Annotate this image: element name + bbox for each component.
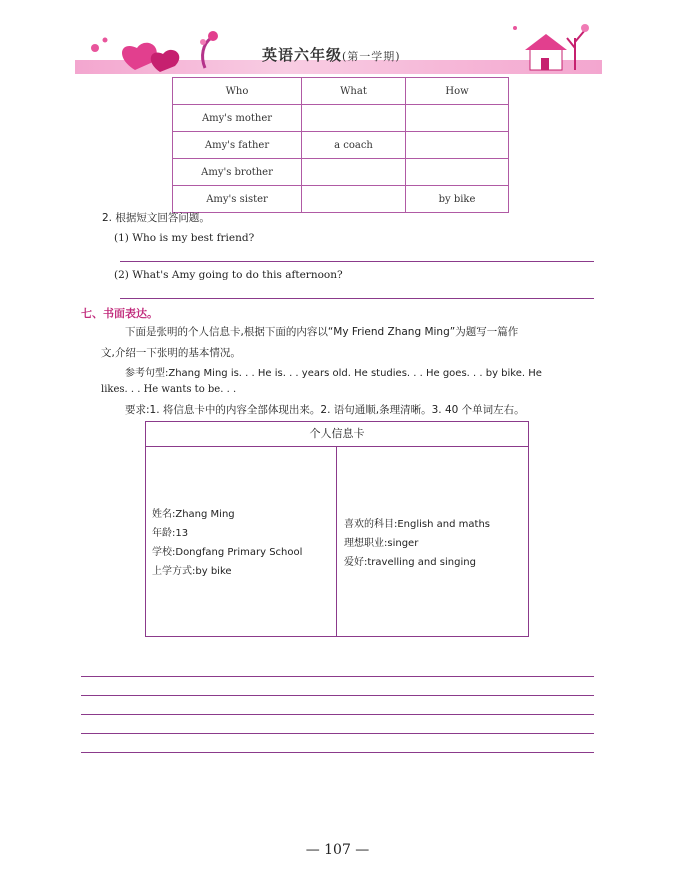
- card-title: 个人信息卡: [146, 422, 528, 447]
- question-2-1: (1) Who is my best friend?: [114, 232, 255, 244]
- table-cell: Amy's sister: [173, 186, 302, 213]
- hearts-icon: [91, 38, 179, 73]
- table-cell: [302, 105, 406, 132]
- card-left-column: [152, 505, 302, 581]
- table-cell: [406, 105, 509, 132]
- table-cell: Amy's brother: [173, 159, 302, 186]
- page-number: — 107 —: [305, 842, 370, 858]
- page-header-title: 英语六年级(第一学期): [262, 46, 401, 64]
- reference-sentences-cont: likes. . . He wants to be. . .: [101, 384, 237, 395]
- card-divider: [336, 447, 337, 636]
- table-cell: [302, 186, 406, 213]
- table-header-row: [173, 78, 509, 105]
- card-subject: 喜欢的科目:English and maths: [344, 519, 490, 530]
- card-job: 理想职业:singer: [344, 538, 419, 549]
- reference-sentences: 参考句型:Zhang Ming is. . . He is. . . years old. He studies. . . He goes. . . by bike. He: [125, 368, 542, 379]
- card-school: 学校:Dongfang Primary School: [152, 547, 303, 558]
- card-right-column: [344, 515, 490, 572]
- info-table: [172, 77, 509, 213]
- table-cell: Amy's mother: [173, 105, 302, 132]
- table-cell: [406, 159, 509, 186]
- table-cell: [406, 132, 509, 159]
- table-row: [173, 132, 509, 159]
- question-2-2: (2) What's Amy going to do this afternoon?: [114, 269, 343, 281]
- requirements: 要求:1. 将信息卡中的内容全部体现出来。2. 语句通顺,条理清晰。3. 40 个单词左右。: [125, 404, 525, 416]
- table-row: [173, 105, 509, 132]
- answer-line-2[interactable]: [120, 298, 594, 299]
- house-icon: [513, 24, 589, 70]
- card-age: 年龄:13: [152, 528, 189, 539]
- card-name: 姓名:Zhang Ming: [152, 509, 235, 520]
- table-header-cell: Who: [173, 78, 302, 105]
- flower-icon: [200, 31, 218, 68]
- table-row: [173, 186, 509, 213]
- card-transport: 上学方式:by bike: [152, 566, 232, 577]
- writing-line-2[interactable]: [81, 695, 594, 696]
- table-header-cell: What: [302, 78, 406, 105]
- table-cell: Amy's father: [173, 132, 302, 159]
- writing-line-1[interactable]: [81, 676, 594, 677]
- section-7-instruction: 下面是张明的个人信息卡,根据下面的内容以“My Friend Zhang Ming”为题写一篇作: [125, 326, 519, 338]
- table-row: [173, 159, 509, 186]
- section-7-title: 七、书面表达。: [81, 307, 158, 320]
- writing-line-4[interactable]: [81, 733, 594, 734]
- table-cell: a coach: [302, 132, 406, 159]
- section-7-instruction-cont: 文,介绍一下张明的基本情况。: [101, 347, 241, 359]
- table-header-cell: How: [406, 78, 509, 105]
- table-cell: by bike: [406, 186, 509, 213]
- writing-line-3[interactable]: [81, 714, 594, 715]
- question-2-label: 2. 根据短文回答问题。: [102, 212, 210, 224]
- card-hobby: 爱好:travelling and singing: [344, 557, 476, 568]
- writing-line-5[interactable]: [81, 752, 594, 753]
- table-cell: [302, 159, 406, 186]
- answer-line-1[interactable]: [120, 261, 594, 262]
- personal-info-card: [145, 421, 529, 637]
